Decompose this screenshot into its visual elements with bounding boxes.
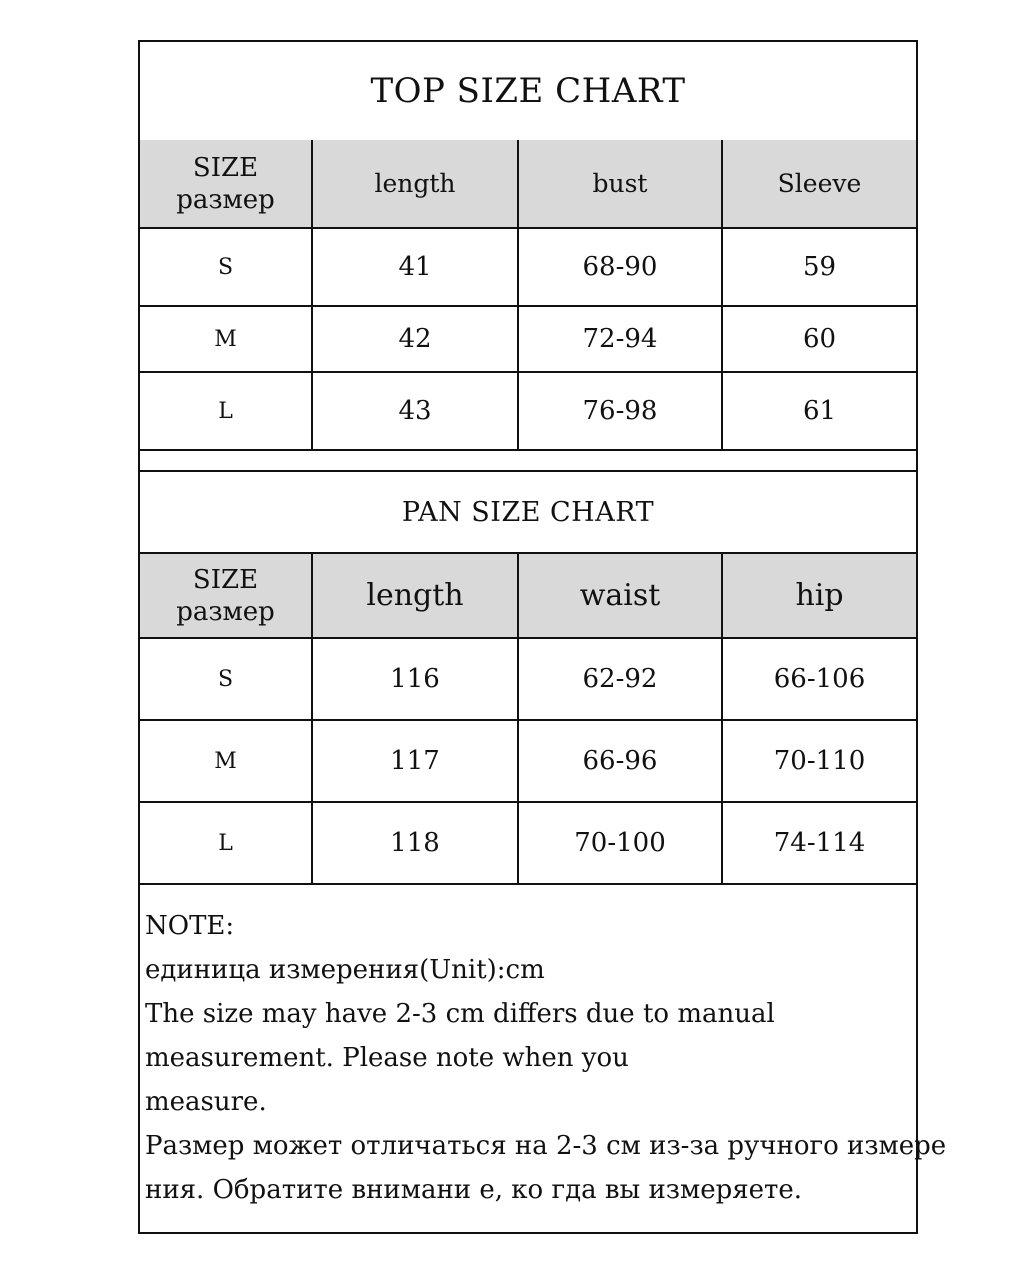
pan-size-table — [140, 554, 916, 885]
table-row — [140, 228, 916, 306]
size-note — [145, 904, 947, 1212]
top-size-table — [140, 140, 916, 451]
sleeve-cell: 60 — [722, 306, 916, 372]
waist-cell: 70-100 — [518, 802, 722, 884]
size-chart-sheet — [138, 40, 947, 1234]
length-cell: 41 — [312, 228, 518, 306]
size-cell: L — [140, 372, 312, 450]
note-ru-line-1: Размер может отличаться на 2-3 см из-за ручного измере — [145, 1131, 947, 1161]
table-row — [140, 372, 916, 450]
length-cell: 43 — [312, 372, 518, 450]
length-cell: 118 — [312, 802, 518, 884]
top-header-size-ru: размер — [176, 184, 275, 215]
length-cell: 117 — [312, 720, 518, 802]
bust-cell: 76-98 — [518, 372, 722, 450]
pan-header-row — [140, 554, 916, 638]
bust-cell: 68-90 — [518, 228, 722, 306]
pan-header-size-ru: размер — [176, 596, 275, 627]
bust-cell: 72-94 — [518, 306, 722, 372]
size-cell: M — [140, 306, 312, 372]
pan-header-length: length — [312, 554, 518, 638]
note-en-line-3: measure. — [145, 1087, 267, 1117]
top-header-size — [140, 140, 312, 228]
pan-header-hip: hip — [722, 554, 916, 638]
table-row — [140, 638, 916, 720]
top-header-size-en: SIZE — [192, 152, 259, 183]
top-header-row — [140, 140, 916, 228]
table-row — [140, 306, 916, 372]
top-header-bust: bust — [518, 140, 722, 228]
size-cell: M — [140, 720, 312, 802]
top-header-length: length — [312, 140, 518, 228]
note-heading: NOTE: — [145, 911, 235, 941]
waist-cell: 62-92 — [518, 638, 722, 720]
note-en-line-1: The size may have 2-3 cm differs due to manual — [145, 999, 775, 1029]
waist-cell: 66-96 — [518, 720, 722, 802]
note-ru-line-2: ния. Обратите внимани е, ко гда вы измеряете. — [145, 1175, 803, 1205]
pan-header-size — [140, 554, 312, 638]
note-en-line-2: measurement. Please note when you — [145, 1043, 629, 1073]
size-cell: L — [140, 802, 312, 884]
size-cell: S — [140, 228, 312, 306]
pan-header-waist: waist — [518, 554, 722, 638]
hip-cell: 70-110 — [722, 720, 916, 802]
size-cell: S — [140, 638, 312, 720]
sleeve-cell: 61 — [722, 372, 916, 450]
hip-cell: 74-114 — [722, 802, 916, 884]
pan-header-size-en: SIZE — [192, 564, 259, 595]
top-size-chart-title: TOP SIZE CHART — [370, 71, 686, 111]
note-unit: единица измерения(Unit):cm — [145, 955, 545, 985]
length-cell: 116 — [312, 638, 518, 720]
table-row — [140, 720, 916, 802]
sleeve-cell: 59 — [722, 228, 916, 306]
length-cell: 42 — [312, 306, 518, 372]
table-row — [140, 802, 916, 884]
top-header-sleeve: Sleeve — [722, 140, 916, 228]
hip-cell: 66-106 — [722, 638, 916, 720]
pan-size-chart-title: PAN SIZE CHART — [401, 497, 655, 528]
